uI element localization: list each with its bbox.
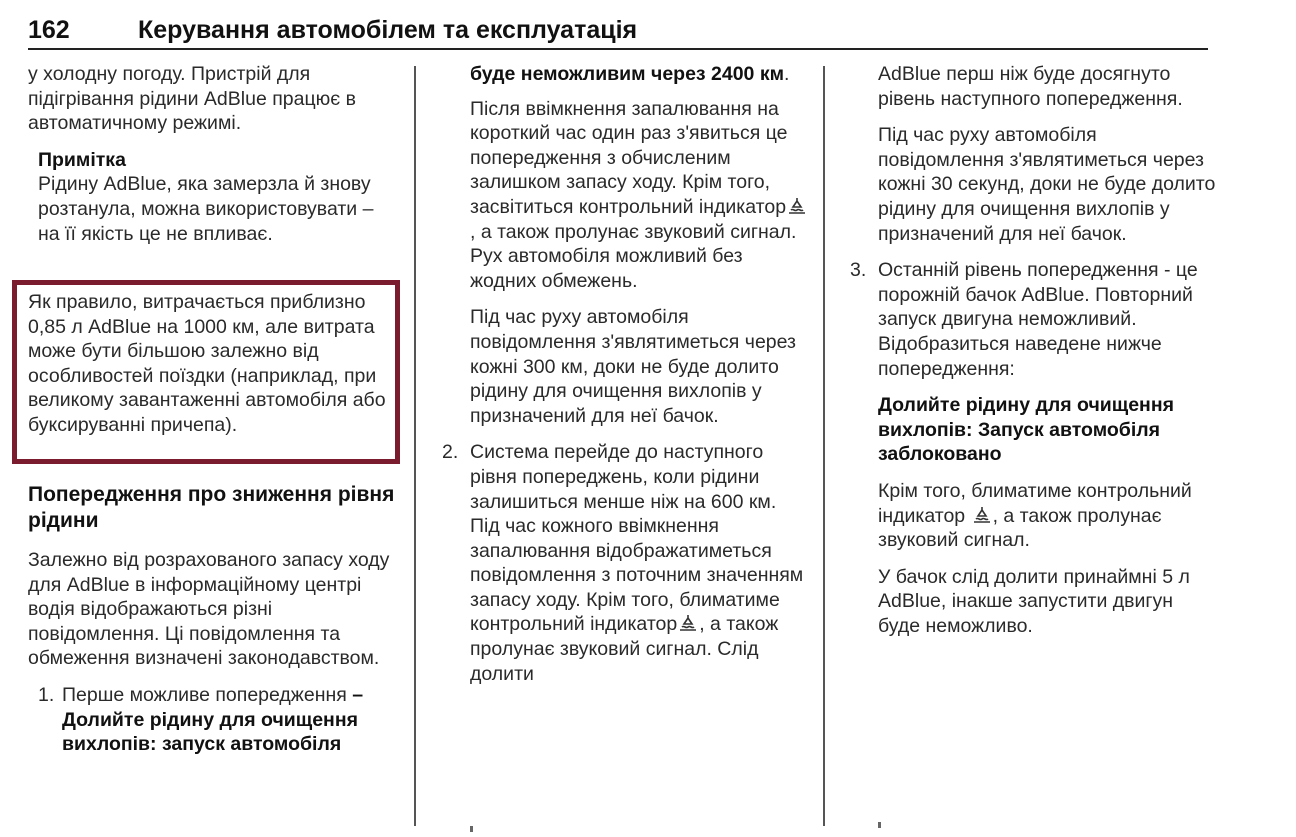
crop-mark <box>878 822 881 828</box>
list-item-text-end: , а також пролунає звуковий сигнал. Слід долити <box>470 613 779 685</box>
list-item-text: Перше можливе попередження <box>62 683 347 706</box>
column-divider-1 <box>414 66 416 826</box>
column-1-lower <box>28 482 400 769</box>
note-title: Примітка <box>38 148 126 171</box>
highlight-text: Як правило, витрачається приблизно 0,85 л AdBlue на 1000 км, але витрата може бути більшою залежно від особливостей поїздки (наприклад, при великому завантаженні автомобіля або буксируванні причепа). <box>28 291 386 436</box>
adblue-indicator-icon <box>971 506 993 524</box>
warning-message: – Долийте рідину для очищення вихлопів: запуск автомобіля <box>62 683 364 756</box>
list-item-number: 2. <box>442 441 459 464</box>
column-divider-2 <box>823 66 825 826</box>
list-item-number: 3. <box>850 259 867 282</box>
crop-mark <box>470 826 473 832</box>
paragraph: Під час руху автомобіля повідомлення з'являтиметься через кожні 300 км, доки не буде долито рідину для очищення вихлопів у призначений для неї бачок. <box>470 306 796 427</box>
section-paragraph: Залежно від розрахованого запасу ходу для AdBlue в інформаційному центрі водія відображаються різні повідомлення. Ці повідомлення та обмеження визначені законодавством. <box>28 549 390 670</box>
intro-paragraph: у холодну погоду. Пристрій для підігрівання рідини AdBlue працює в автоматичному режимі. <box>28 63 356 135</box>
column-3 <box>850 62 1218 650</box>
list-item-2 <box>442 440 810 686</box>
column-1 <box>28 62 400 266</box>
list-item-number: 1. <box>38 683 55 706</box>
paragraph: AdBlue перш ніж буде досягнуто рівень наступного попередження. <box>878 63 1183 110</box>
note-text: Рідину AdBlue, яка замерзла й знову розтанула, можна використовувати – на її якість це не впливає. <box>38 173 374 245</box>
paragraph-text-end: , а також пролунає звуковий сигнал. Рух автомобіля можливий без жодних обмежень. <box>470 220 797 292</box>
list-item-text: Система перейде до наступного рівня попереджень, коли рідини залишиться менше ніж на 600 км. Під час кожного ввімкнення запалювання відображатиметься повідомлення з поточним значенням запасу ходу. Крім того, блиматиме контрольний індикатор <box>470 441 804 636</box>
paragraph: У бачок слід долити принаймні 5 л AdBlue, інакше запустити двигун буде неможливо. <box>878 565 1190 637</box>
page-header <box>28 14 1208 50</box>
paragraph <box>878 479 1218 553</box>
warning-period: . <box>784 63 790 85</box>
list-item-3 <box>850 258 1218 381</box>
section-heading: Попередження про зниження рівня рідини <box>28 483 395 532</box>
list-item-text: Останній рівень попередження - це порожній бачок AdBlue. Повторний запуск двигуна неможливий. Відобразиться наведене нижче попередження: <box>878 259 1198 380</box>
paragraph: Під час руху автомобіля повідомлення з'являтиметься через кожні 30 секунд, доки не буде долито рідину для очищення вихлопів у призначений для неї бачок. <box>878 124 1216 245</box>
adblue-indicator-icon <box>677 614 699 632</box>
warning-message: Долийте рідину для очищення вихлопів: Запуск автомобіля заблоковано <box>878 394 1174 466</box>
list-item-1 <box>28 683 400 757</box>
adblue-indicator-icon <box>786 197 808 215</box>
paragraph-text: Після ввімкнення запалювання на короткий час один раз з'явиться це попередження з обчисленим залишком запасу ходу. Крім того, засвітиться контрольний індикатор <box>470 97 788 218</box>
warning-message-cont: буде неможливим через 2400 км <box>470 63 785 85</box>
page-title: Керування автомобілем та експлуатація <box>138 16 638 44</box>
note-block <box>28 148 400 246</box>
paragraph <box>470 97 810 294</box>
page-number: 162 <box>28 16 70 44</box>
paragraph-text-end: , а також пролунає звуковий сигнал. <box>878 504 1162 552</box>
warning-continuation <box>470 62 810 87</box>
paragraph-text: Крім того, блиматиме контрольний індикатор <box>878 479 1192 527</box>
column-2 <box>442 62 810 698</box>
